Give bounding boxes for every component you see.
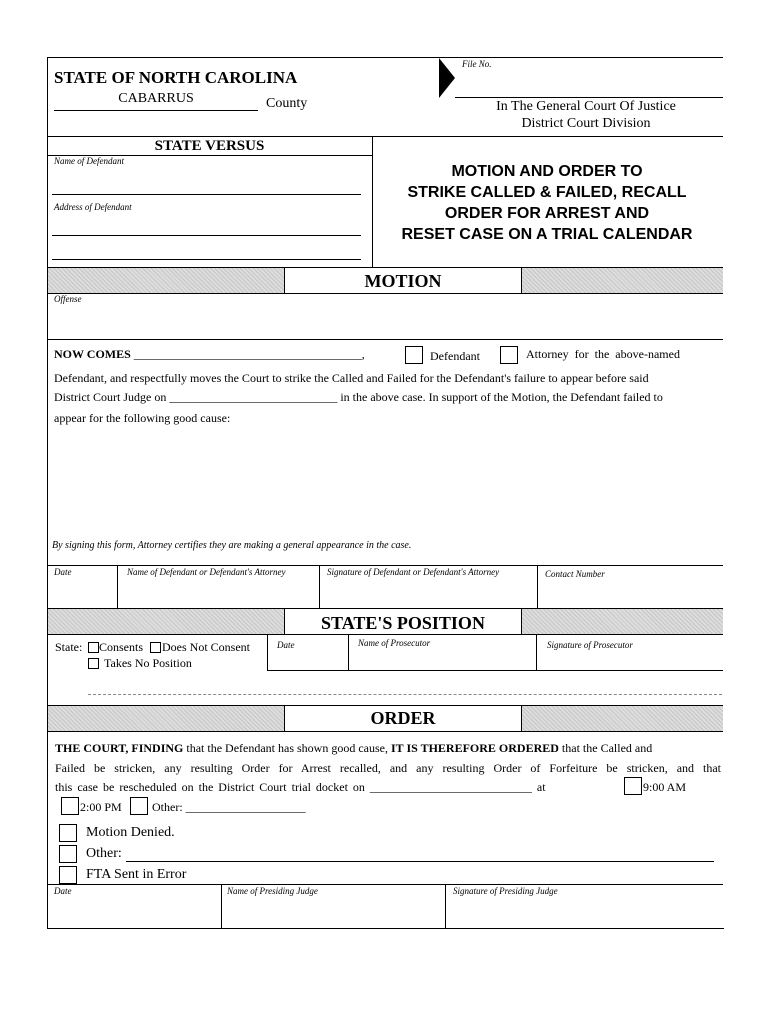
order-heading: ORDER <box>370 708 436 728</box>
defendant-address-label: Address of Defendant <box>54 202 132 212</box>
form-title-line2: STRIKE CALLED & FAILED, RECALL <box>407 184 687 201</box>
now-comes-label: NOW COMES <box>54 347 131 361</box>
defendant-address-line2[interactable] <box>52 259 361 260</box>
does-not-consent-checkbox[interactable] <box>150 642 161 653</box>
defendant-checkbox[interactable] <box>405 346 423 364</box>
signature-row-top <box>47 565 723 566</box>
other-time-label: Other: ____________________ <box>152 800 306 814</box>
motion-denied-label: Motion Denied. <box>86 825 175 840</box>
state-row-bottom <box>267 670 723 671</box>
state-band-divider-right <box>521 608 522 634</box>
judge-name-label: Name of Presiding Judge <box>227 886 318 896</box>
state-title: STATE OF NORTH CAROLINA <box>54 68 298 87</box>
defendant-address-line1[interactable] <box>52 235 361 236</box>
contact-number-label: Contact Number <box>545 569 605 579</box>
file-no-arrow-icon <box>439 58 455 98</box>
judge-row-top <box>47 884 723 885</box>
time-900-checkbox[interactable] <box>624 777 642 795</box>
order-band-divider-right <box>521 705 522 731</box>
motion-band-left-shade <box>48 268 284 293</box>
time-200-checkbox[interactable] <box>61 797 79 815</box>
motion-text-line2: District Court Judge on ____________________________ in the above case. In support of the Motion, the Defendant failed to <box>54 390 663 404</box>
form-title-line1: MOTION AND ORDER TO <box>451 163 643 180</box>
attorney-option-label: Attorney for the above-named <box>526 347 680 361</box>
prosecutor-signature-label: Signature of Prosecutor <box>547 640 633 650</box>
state-band-left-shade <box>48 609 284 634</box>
time-200-label: 2:00 PM <box>80 800 122 814</box>
form-title-line4: RESET CASE ON A TRIAL CALENDAR <box>401 226 693 243</box>
name-attorney-label: Name of Defendant or Defendant's Attorney <box>127 567 286 577</box>
motion-band-right-shade <box>521 268 723 293</box>
fta-checkbox[interactable] <box>59 866 77 884</box>
motion-heading: MOTION <box>364 271 442 291</box>
finding-text: that the Defendant has shown good cause, <box>183 741 391 755</box>
motion-text-line3: appear for the following good cause: <box>54 411 231 425</box>
motion-band-divider-right <box>521 267 522 293</box>
judge-divider-1 <box>221 884 222 928</box>
motion-band-bottom <box>47 293 723 294</box>
no-position-label: Takes No Position <box>104 656 192 670</box>
state-position-heading: STATE'S POSITION <box>321 613 485 633</box>
signature-attorney-label: Signature of Defendant or Defendant's Attorney <box>327 567 500 577</box>
consents-label: Consents <box>99 640 144 654</box>
other-checkbox[interactable] <box>59 845 77 863</box>
state-dashed-rule <box>88 694 722 695</box>
file-no-label: File No. <box>462 59 492 69</box>
order-band-right-shade <box>521 706 723 731</box>
court-line1: In The General Court Of Justice <box>496 99 676 114</box>
defendant-option-label: Defendant <box>430 349 480 363</box>
other-label: Other: <box>86 846 122 861</box>
judge-signature-label: Signature of Presiding Judge <box>453 886 558 896</box>
county-label: County <box>266 96 308 111</box>
order-line3: this case be rescheduled on the District Court trial docket on ___________________________ at <box>55 780 546 794</box>
county-underline <box>54 110 258 111</box>
no-position-checkbox[interactable] <box>88 658 99 669</box>
therefore-bold: IT IS THEREFORE ORDERED <box>390 741 559 755</box>
finding-bold: THE COURT, FINDING <box>55 741 184 755</box>
county-value[interactable]: CABARRUS <box>118 91 194 106</box>
form-title-line3: ORDER FOR ARREST AND <box>444 205 650 222</box>
left-border <box>47 57 48 928</box>
motion-date-label: Date <box>54 567 72 577</box>
motion-denied-checkbox[interactable] <box>59 824 77 842</box>
state-divider-1 <box>267 634 268 671</box>
other-time-checkbox[interactable] <box>130 797 148 815</box>
state-band-right-shade <box>521 609 723 634</box>
header-divider <box>47 136 723 137</box>
bottom-border <box>47 928 724 929</box>
state-versus-label: STATE VERSUS <box>154 138 265 154</box>
sig-divider-2 <box>319 565 320 608</box>
form-title <box>378 161 716 245</box>
prosecutor-name-label: Name of Prosecutor <box>358 638 431 648</box>
state-band-bottom <box>47 634 723 635</box>
sig-divider-3 <box>537 565 538 608</box>
motion-text-line1: Defendant, and respectfully moves the Court to strike the Called and Failed for the Defendant's failure to appear before said <box>54 371 649 385</box>
sig-divider-1 <box>117 565 118 608</box>
top-border <box>47 57 723 58</box>
state-divider-3 <box>536 634 537 671</box>
state-date-label: Date <box>277 640 295 650</box>
does-not-consent-label: Does Not Consent <box>162 640 250 654</box>
consents-checkbox[interactable] <box>88 642 99 653</box>
other-line[interactable] <box>126 861 714 862</box>
file-no-underline <box>455 97 723 98</box>
order-line2: Failed be stricken, any resulting Order for Arrest recalled, and any resulting Order of Forfeiture be stricken, and that <box>55 761 721 775</box>
order-band-left-shade <box>48 706 284 731</box>
offense-label: Offense <box>54 294 82 304</box>
order-band-bottom <box>47 731 723 732</box>
attorney-note: By signing this form, Attorney certifies they are making a general appearance in the case. <box>52 540 412 551</box>
judge-divider-2 <box>445 884 446 928</box>
state-divider-2 <box>348 634 349 671</box>
time-900-label: 9:00 AM <box>643 780 687 794</box>
therefore-text: that the Called and <box>558 741 653 755</box>
now-comes-blank[interactable]: ______________________________________, <box>133 347 365 361</box>
fta-label: FTA Sent in Error <box>86 867 187 882</box>
now-comes-line <box>54 347 365 362</box>
defendant-name-label: Name of Defendant <box>54 156 124 166</box>
state-label: State: <box>55 640 83 654</box>
defendant-name-line[interactable] <box>52 194 361 195</box>
order-line1 <box>55 741 652 756</box>
offense-bottom <box>47 339 723 340</box>
attorney-checkbox[interactable] <box>500 346 518 364</box>
parties-divider <box>372 136 373 267</box>
order-date-label: Date <box>54 886 72 896</box>
court-line2: District Court Division <box>521 116 651 131</box>
